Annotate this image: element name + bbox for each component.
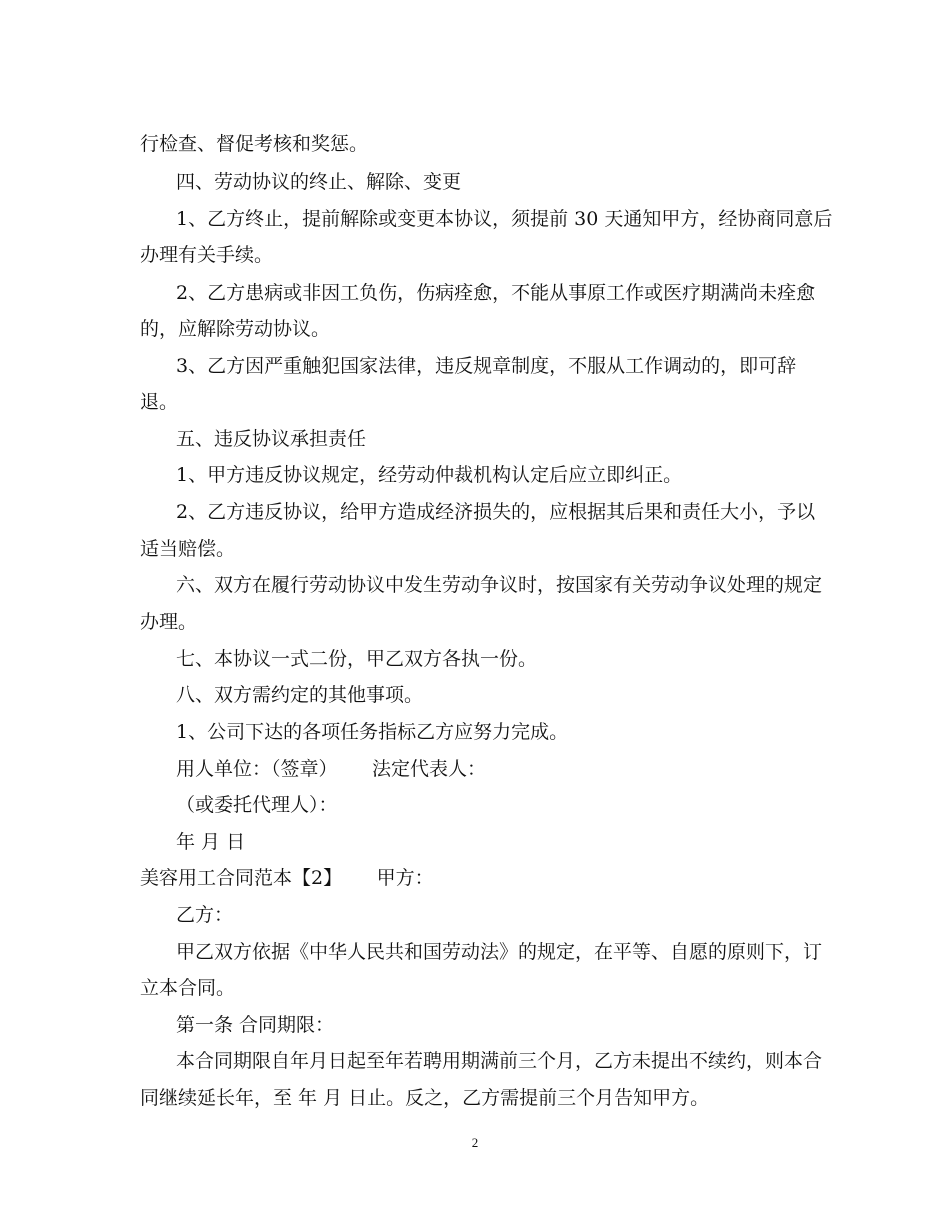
paragraph-line: 甲乙双方依据《中华人民共和国劳动法》的规定，在平等、自愿的原则下，订: [176, 941, 823, 963]
paragraph-line: 六、双方在履行劳动协议中发生劳动争议时，按国家有关劳动争议处理的规定: [176, 574, 823, 596]
paragraph-line: 2、乙方违反协议，给甲方造成经济损失的，应根据其后果和责任大小，予以: [176, 501, 816, 523]
party-line: 乙方：: [176, 904, 234, 926]
signature-line: （或委托代理人）：: [176, 794, 338, 816]
paragraph-line: 3、乙方因严重触犯国家法律，违反规章制度，不服从工作调动的，即可辞: [176, 355, 797, 377]
date-line: 年 月 日: [176, 831, 246, 853]
article-heading: 第一条 合同期限：: [176, 1014, 335, 1036]
paragraph-line: 1、公司下达的各项任务指标乙方应努力完成。: [176, 721, 569, 743]
paragraph-line: 2、乙方患病或非因工负伤，伤病痊愈，不能从事原工作或医疗期满尚未痊愈: [176, 282, 816, 304]
paragraph-line: 1、甲方违反协议规定，经劳动仲裁机构认定后应立即纠正。: [176, 464, 683, 486]
page-number: 2: [471, 1135, 479, 1150]
paragraph-line: 的，应解除劳动协议。: [140, 318, 331, 340]
section-heading: 四、劳动协议的终止、解除、变更: [176, 171, 462, 193]
paragraph-line: 立本合同。: [140, 977, 236, 999]
paragraph-line: 适当赔偿。: [140, 538, 236, 560]
paragraph-line: 退。: [140, 391, 179, 413]
paragraph-line: 办理。: [140, 611, 198, 633]
paragraph-line: 七、本协议一式二份，甲乙双方各执一份。: [176, 648, 538, 670]
paragraph-line: 本合同期限自年月日起至年若聘用期满前三个月，乙方未提出不续约，则本合: [176, 1050, 823, 1072]
contract-title: 美容用工合同范本【2】 甲方：: [140, 867, 434, 889]
section-heading: 五、违反协议承担责任: [176, 428, 367, 450]
signature-line: 用人单位：（签章） 法定代表人：: [176, 758, 487, 780]
paragraph-line: 八、双方需约定的其他事项。: [176, 684, 424, 706]
paragraph-line: 1、乙方终止，提前解除或变更本协议，须提前 30 天通知甲方，经协商同意后: [176, 208, 833, 230]
paragraph-line: 行检查、督促考核和奖惩。: [140, 133, 369, 155]
paragraph-line: 办理有关手续。: [140, 244, 274, 266]
paragraph-line: 同继续延长年，至 年 月 日止。反之，乙方需提前三个月告知甲方。: [140, 1087, 710, 1109]
